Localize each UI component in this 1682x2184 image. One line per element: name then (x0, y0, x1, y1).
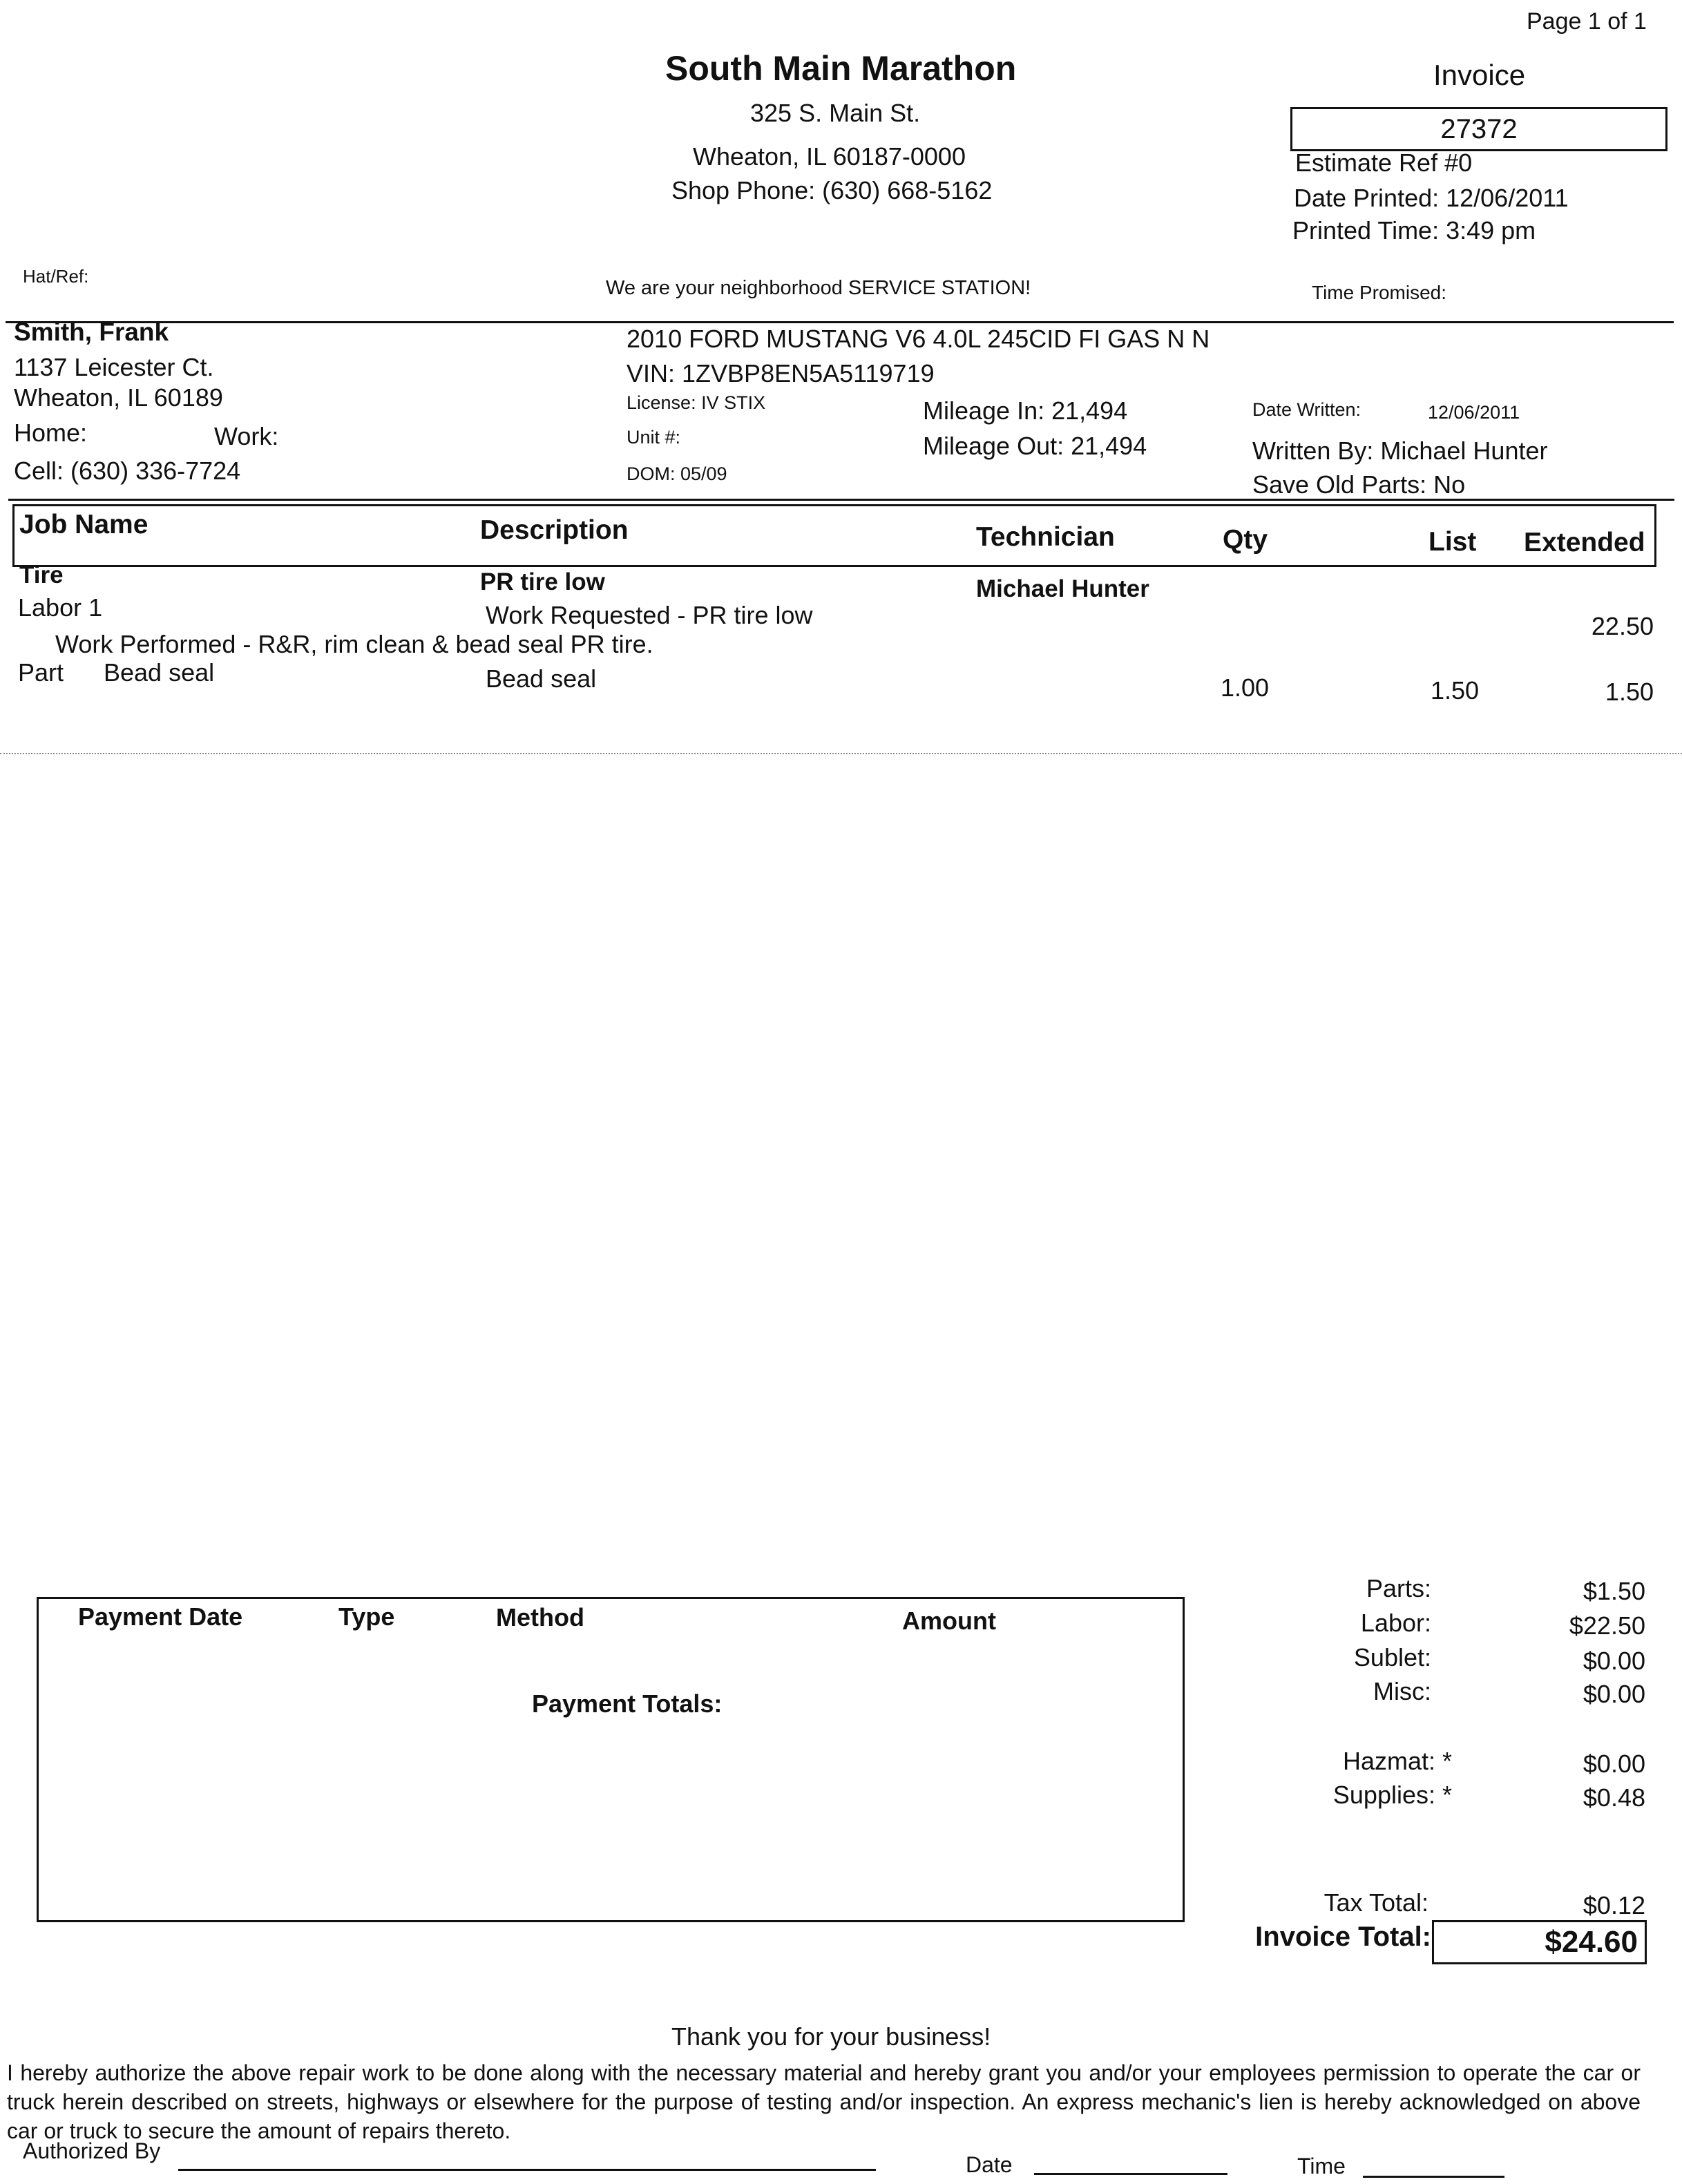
time-label: Time (1297, 2154, 1346, 2178)
invoice-total-label: Invoice Total: (1255, 1922, 1431, 1952)
shop-street: 325 S. Main St. (750, 99, 921, 127)
customer-name: Smith, Frank (14, 318, 169, 346)
labor-total-label: Labor: (1360, 1609, 1431, 1637)
header-technician: Technician (976, 522, 1115, 552)
hazmat-label: Hazmat: * (1342, 1747, 1452, 1775)
authorized-by-label: Authorized By (23, 2138, 161, 2163)
divider-mid (8, 499, 1674, 501)
date-label: Date (966, 2152, 1013, 2177)
hat-ref-label: Hat/Ref: (23, 266, 89, 287)
part-description: Bead seal (486, 664, 597, 693)
written-by: Written By: Michael Hunter (1252, 437, 1548, 465)
payment-method-header: Method (496, 1603, 584, 1631)
invoice-label: Invoice (1433, 59, 1526, 91)
payment-box (37, 1597, 1185, 1922)
estimate-ref: Estimate Ref #0 (1295, 149, 1473, 177)
date-line[interactable] (1034, 2173, 1227, 2175)
customer-street: 1137 Leicester Ct. (14, 353, 214, 381)
customer-cell: Cell: (630) 336-7724 (14, 457, 241, 485)
payment-date-header: Payment Date (78, 1602, 243, 1631)
part-qty: 1.00 (1221, 673, 1270, 702)
time-promised-label: Time Promised: (1312, 282, 1447, 303)
dotted-separator (0, 753, 1682, 754)
header-description: Description (480, 515, 629, 545)
vehicle-description: 2010 FORD MUSTANG V6 4.0L 245CID FI GAS N N (627, 325, 1210, 353)
divider-top (6, 321, 1674, 323)
invoice-number: 27372 (1440, 114, 1518, 144)
vehicle-dom: DOM: 05/09 (627, 463, 727, 484)
shop-city: Wheaton, IL 60187-0000 (693, 142, 966, 171)
customer-home-label: Home: (14, 419, 88, 447)
payment-totals-label: Payment Totals: (532, 1689, 723, 1718)
labor-label: Labor 1 (18, 593, 103, 622)
job-name: Tire (19, 562, 64, 588)
shop-name: South Main Marathon (665, 49, 1017, 88)
date-printed: Date Printed: 12/06/2011 (1294, 184, 1569, 212)
page-label: Page 1 of 1 (1527, 8, 1647, 35)
part-list: 1.50 (1431, 676, 1480, 705)
header-qty: Qty (1223, 525, 1268, 555)
invoice-total: $24.60 (1545, 1925, 1638, 1959)
supplies-total: $0.48 (1583, 1783, 1645, 1812)
supplies-label: Supplies: * (1332, 1781, 1452, 1809)
printed-time: Printed Time: 3:49 pm (1292, 216, 1536, 245)
job-description: PR tire low (480, 568, 605, 595)
labor-description: Work Requested - PR tire low (486, 601, 813, 629)
payment-amount-header: Amount (902, 1607, 996, 1635)
misc-total: $0.00 (1583, 1680, 1645, 1708)
header-extended: Extended (1524, 528, 1645, 557)
mileage-out: Mileage Out: 21,494 (923, 432, 1147, 460)
authorized-by-signature-line[interactable] (178, 2169, 876, 2171)
tagline: We are your neighborhood SERVICE STATION! (606, 277, 1031, 299)
customer-work-label: Work: (214, 422, 279, 450)
vehicle-vin: VIN: 1ZVBP8EN5A5119719 (627, 359, 935, 387)
misc-label: Misc: (1373, 1677, 1431, 1705)
save-old-parts: Save Old Parts: No (1252, 470, 1466, 499)
vehicle-license: License: IV STIX (627, 392, 766, 413)
labor-total: $22.50 (1569, 1611, 1645, 1640)
work-performed: Work Performed - R&R, rim clean & bead seal PR tire. (55, 630, 653, 658)
tax-label: Tax Total: (1323, 1888, 1428, 1917)
date-written: 12/06/2011 (1428, 402, 1520, 423)
part-extended: 1.50 (1605, 678, 1654, 706)
mileage-in: Mileage In: 21,494 (923, 396, 1128, 425)
date-written-label: Date Written: (1252, 399, 1361, 420)
part-label: Part (18, 658, 64, 687)
payment-type-header: Type (338, 1602, 395, 1631)
table-header-row (12, 504, 1656, 567)
header-job-name: Job Name (19, 510, 149, 539)
thank-you: Thank you for your business! (671, 2022, 991, 2051)
sublet-label: Sublet: (1353, 1643, 1431, 1671)
hazmat-total: $0.00 (1583, 1750, 1645, 1778)
shop-phone: Shop Phone: (630) 668-5162 (671, 176, 993, 204)
invoice-number-box (1290, 107, 1667, 151)
customer-city: Wheaton, IL 60189 (14, 383, 223, 412)
tax-total: $0.12 (1583, 1891, 1645, 1919)
part-name: Bead seal (104, 658, 215, 687)
sublet-total: $0.00 (1583, 1647, 1645, 1675)
vehicle-unit: Unit #: (627, 427, 681, 448)
invoice-total-box (1432, 1920, 1647, 1964)
labor-extended: 22.50 (1591, 612, 1654, 640)
authorization-disclaimer: I hereby authorize the above repair work to be done along with the necessary material and hereby grant you and/or your employees permission to operate the car or truck herein described on streets, highways or elsewhere for the purpose of testing and/or inspection. An express mechanic's lien is hereby acknowledged on above car or truck to secure the amount of repairs thereto. (7, 2060, 1641, 2143)
parts-label: Parts: (1366, 1574, 1431, 1602)
header-list: List (1428, 527, 1477, 557)
parts-total: $1.50 (1583, 1577, 1645, 1605)
time-line[interactable] (1363, 2176, 1504, 2178)
job-technician: Michael Hunter (976, 575, 1149, 602)
